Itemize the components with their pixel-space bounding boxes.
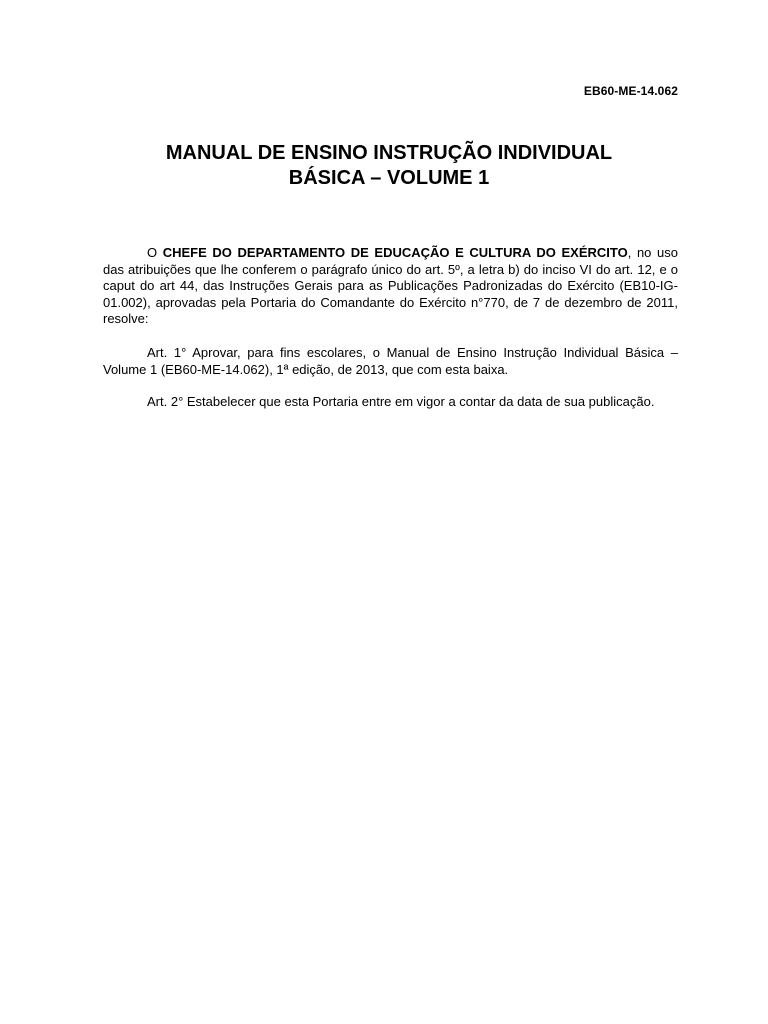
document-code: EB60-ME-14.062 bbox=[583, 84, 678, 98]
article-2-paragraph bbox=[103, 394, 678, 411]
intro-authority: CHEFE DO DEPARTAMENTO DE EDUCAÇÃO E CULTURA DO EXÉRCITO bbox=[162, 245, 628, 260]
title-line-1: MANUAL DE ENSINO INSTRUÇÃO INDIVIDUAL bbox=[165, 142, 613, 164]
title-line-2: BÁSICA – VOLUME 1 bbox=[288, 167, 490, 189]
article-1-paragraph bbox=[103, 345, 678, 378]
article-2-text: Art. 2° Estabelecer que esta Portaria entre em vigor a contar da data de sua publicação. bbox=[147, 394, 655, 409]
intro-text: , no uso das atribuições que lhe conferem o parágrafo único do art. 5º, a letra b) do inciso VI do art. 12, e o caput do art 44, das Instruções Gerais para as Publicações Padronizadas do Exército (EB10-IG-01.002), aprovadas pela Portaria do Comandante do Exército n°770, de 7 de dezembro de 2011, resolve: bbox=[103, 245, 678, 326]
article-1-text: Art. 1° Aprovar, para fins escolares, o Manual de Ensino Instrução Individual Básica – Volume 1 (EB60-ME-14.062), 1ª edição, de 2013, que com esta baixa. bbox=[103, 345, 678, 377]
document-title bbox=[100, 141, 678, 191]
intro-lead: O bbox=[147, 245, 158, 260]
intro-paragraph bbox=[103, 245, 678, 328]
